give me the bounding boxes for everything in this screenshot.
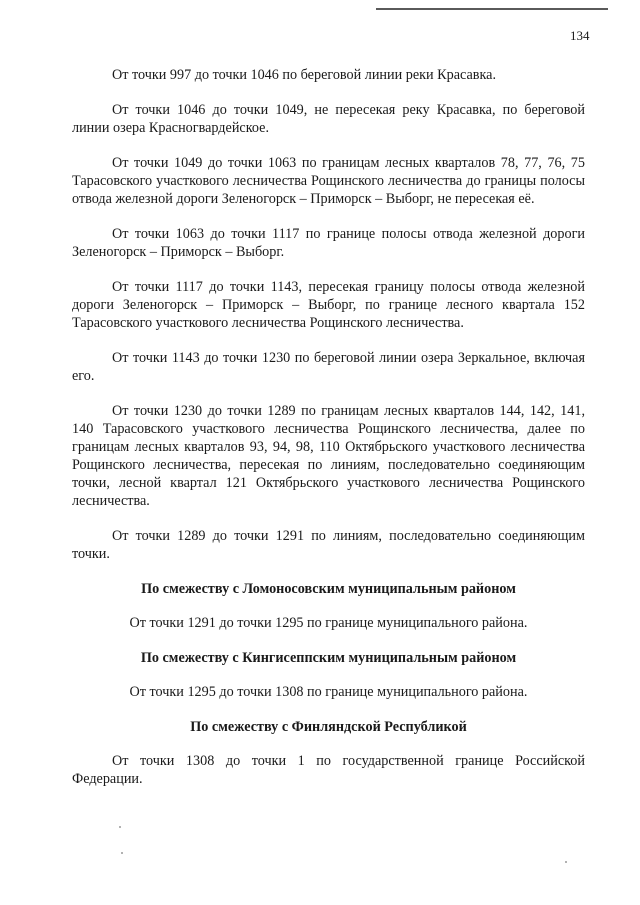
section-heading-kingisepp: По смежеству с Кингисеппским муниципальным районом	[140, 650, 517, 666]
paragraph-3: От точки 1049 до точки 1063 по границам лесных кварталов 78, 77, 76, 75 Тарасовского участкового лесничества Рощинского лесничества до границы полосы отвода железной дороги Зеленогорск – Приморск – Выборг, не пересекая её.	[72, 155, 585, 207]
paragraph-7: От точки 1230 до точки 1289 по границам лесных кварталов 144, 142, 141, 140 Тарасовского участкового лесничества Рощинского лесничества, далее по границам лесных кварталов 93, 94, 98, 110 Октябрьского участкового лесничества Рощинского лесничества, пересекая по линиям, последовательно соединяющим точки, лесной квартал 121 Октябрьского участкового лесничества Рощинского лесничества.	[72, 403, 585, 509]
page-number: 134	[570, 28, 590, 43]
section-text-finland: От точки 1308 до точки 1 по государственной границе Российской Федерации.	[72, 753, 585, 787]
paragraph-8: От точки 1289 до точки 1291 по линиям, последовательно соединяющим точки.	[72, 528, 585, 562]
document-body	[72, 66, 585, 805]
section-heading-finland: По смежеству с Финляндской Республикой	[190, 719, 467, 735]
section-heading-lomonosov: По смежеству с Ломоносовским муниципальным районом	[141, 581, 516, 597]
section-text-lomonosov: От точки 1291 до точки 1295 по границе муниципального района.	[129, 615, 528, 631]
top-rule	[376, 8, 608, 10]
paragraph-4: От точки 1063 до точки 1117 по границе полосы отвода железной дороги Зеленогорск – Приморск – Выборг.	[72, 226, 585, 260]
scan-speck	[565, 861, 567, 863]
scan-speck	[121, 852, 123, 854]
paragraph-2: От точки 1046 до точки 1049, не пересекая реку Красавка, по береговой линии озера Красногвардейское.	[72, 102, 585, 136]
scan-speck	[119, 826, 121, 828]
paragraph-6: От точки 1143 до точки 1230 по береговой линии озера Зеркальное, включая его.	[72, 350, 585, 384]
section-text-kingisepp: От точки 1295 до точки 1308 по границе муниципального района.	[129, 684, 528, 700]
paragraph-1: От точки 997 до точки 1046 по береговой линии реки Красавка.	[112, 67, 497, 83]
paragraph-5: От точки 1117 до точки 1143, пересекая границу полосы отвода железной дороги Зеленогорск – Приморск – Выборг, по границе лесного квартала 152 Тарасовского участкового лесничества Рощинского лесничества.	[72, 279, 585, 331]
